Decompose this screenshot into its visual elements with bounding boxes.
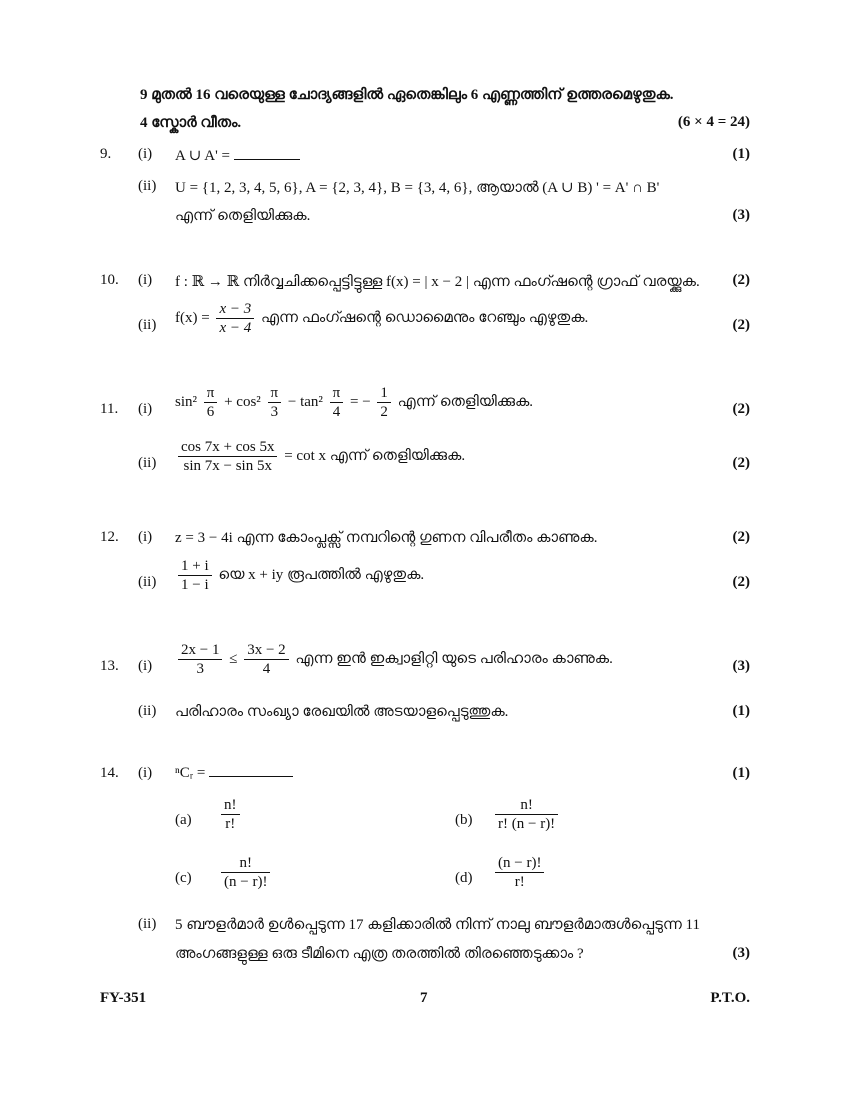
page-number: 7 [420, 990, 428, 1006]
text: എന്ന് തെളിയിക്കുക. [329, 447, 466, 464]
text: എന്ന് തെളിയിക്കുക. [397, 393, 534, 410]
fraction [178, 641, 222, 678]
numerator: n! [495, 796, 558, 815]
combination-expression: ⁿCᵣ = [175, 765, 206, 781]
marks: (1) [732, 146, 750, 162]
question-text-cont: എന്ന് തെളിയിക്കുക. [175, 208, 311, 224]
sub-label: (i) [138, 272, 153, 288]
sin-term: sin² [175, 393, 198, 410]
sub-label: (ii) [138, 916, 157, 932]
answer-blank [209, 776, 293, 777]
denominator: sin 7x − sin 5x [183, 458, 272, 474]
question-number: 11. [100, 401, 119, 417]
fraction [495, 796, 558, 833]
equals: = cot x [284, 447, 326, 464]
numerator: π [330, 384, 344, 403]
question-text: z = 3 − 4i എന്ന കോംപ്ലക്സ് നമ്പറിന്റെ ഗുണന വിപരീതം കാണുക. [175, 530, 598, 546]
denominator: 4 [332, 404, 341, 420]
section-total: (6 × 4 = 24) [677, 114, 750, 130]
question-number: 13. [100, 658, 119, 674]
function-lhs: f(x) = [175, 309, 210, 326]
set-expression: A ∪ A' = [175, 148, 230, 164]
question-number: 9. [100, 146, 112, 162]
sub-label: (i) [138, 765, 153, 781]
question-text: പരിഹാരം സംഖ്യാ രേഖയിൽ അടയാളപ്പെടുത്തുക. [175, 704, 509, 720]
fraction [244, 641, 288, 678]
section-instruction: 9 മുതൽ 16 വരെയുള്ള ചോദ്യങ്ങളിൽ ഏതെങ്കിലും 6 എണ്ണത്തിന് ഉത്തരമെഴുതുക. [140, 87, 674, 103]
marks: (2) [732, 574, 750, 590]
numerator: n! [221, 796, 240, 815]
denominator: r! (n − r)! [498, 816, 556, 832]
question-number: 10. [100, 272, 119, 288]
tan-term: − tan² [287, 393, 323, 410]
numerator: 1 [377, 384, 391, 403]
sub-label: (ii) [138, 574, 157, 590]
denominator: x − 4 [219, 320, 252, 336]
marks: (2) [732, 317, 750, 333]
question-number: 14. [100, 765, 119, 781]
option-label: (c) [175, 870, 192, 886]
denominator: 3 [270, 404, 279, 420]
fraction [221, 796, 240, 833]
option-label: (a) [175, 812, 192, 828]
answer-blank [234, 159, 300, 160]
marks: (1) [732, 765, 750, 781]
fraction [377, 384, 391, 421]
equals: = − [350, 393, 371, 410]
sub-label: (i) [138, 529, 153, 545]
question-text [175, 641, 613, 678]
fraction [178, 438, 277, 475]
pto-note: P.T.O. [710, 990, 750, 1006]
marks: (1) [732, 703, 750, 719]
text: എന്ന ഇൻ ഇക്വാളിറ്റി യുടെ പരിഹാരം കാണുക. [295, 650, 613, 667]
cos-term: + cos² [224, 393, 261, 410]
marks: (2) [732, 455, 750, 471]
option-label: (b) [455, 812, 473, 828]
sub-label: (ii) [138, 703, 157, 719]
fraction [330, 384, 344, 421]
fraction [268, 384, 282, 421]
question-number: 12. [100, 529, 119, 545]
fraction [178, 557, 212, 594]
denominator: 1 − i [181, 577, 209, 593]
marks: (2) [732, 529, 750, 545]
fraction [221, 854, 270, 891]
denominator: (n − r)! [224, 874, 268, 890]
sub-label: (i) [138, 658, 153, 674]
denominator: r! [225, 816, 236, 832]
sub-label: (ii) [138, 178, 157, 194]
marks: (2) [732, 401, 750, 417]
denominator: r! [514, 874, 525, 890]
question-text: f : ℝ → ℝ നിർവ്വചിക്കപ്പെട്ടിട്ടുള്ള f(x) = | x − 2 | എന്ന ഫംഗ്ഷന്റെ ഗ്രാഫ് വരയ്ക്കുക. [175, 274, 700, 290]
denominator: 2 [380, 404, 388, 420]
question-text-cont: അംഗങ്ങളുള്ള ഒരു ടീമിനെ എത്ര തരത്തിൽ തിരഞ്ഞെടുക്കാം ? [175, 946, 584, 962]
fraction [216, 300, 254, 337]
fraction [495, 854, 544, 891]
text: യെ x + iy രൂപത്തിൽ എഴുതുക. [218, 566, 425, 583]
score-note: 4 സ്കോർ വീതം. [140, 115, 242, 131]
fraction [204, 384, 218, 421]
marks: (3) [732, 207, 750, 223]
text: എന്ന ഫംഗ്ഷന്റെ ഡൊമൈനും റേഞ്ചും എഴുതുക. [260, 309, 589, 326]
marks: (2) [732, 272, 750, 288]
numerator: (n − r)! [495, 854, 544, 873]
less-equal: ≤ [229, 650, 238, 667]
question-text [175, 438, 465, 475]
question-text [175, 765, 293, 782]
numerator: π [268, 384, 282, 403]
question-text [175, 146, 300, 165]
numerator: 2x − 1 [178, 641, 222, 660]
denominator: 3 [196, 661, 204, 677]
denominator: 6 [206, 404, 215, 420]
numerator: 3x − 2 [244, 641, 288, 660]
question-text [175, 557, 424, 594]
numerator: π [204, 384, 218, 403]
marks: (3) [732, 658, 750, 674]
option-label: (d) [455, 870, 473, 886]
question-text [175, 300, 588, 337]
numerator: x − 3 [216, 300, 254, 319]
sub-label: (i) [138, 146, 153, 162]
sub-label: (i) [138, 401, 153, 417]
numerator: 1 + i [178, 557, 212, 576]
question-text [175, 384, 533, 421]
sub-label: (ii) [138, 317, 157, 333]
question-text: U = {1, 2, 3, 4, 5, 6}, A = {2, 3, 4}, B = {3, 4, 6}, ആയാൽ (A ∪ B) ' = A' ∩ B' [175, 180, 660, 196]
numerator: cos 7x + cos 5x [178, 438, 277, 457]
sub-label: (ii) [138, 455, 157, 471]
question-text: 5 ബൗളർമാർ ഉൾപ്പെടുന്ന 17 കളിക്കാരിൽ നിന്ന് നാലു ബൗളർമാരുൾപ്പെടുന്ന 11 [175, 917, 700, 933]
paper-code: FY-351 [100, 990, 147, 1006]
denominator: 4 [262, 661, 271, 677]
marks: (3) [732, 945, 750, 961]
numerator: n! [221, 854, 270, 873]
